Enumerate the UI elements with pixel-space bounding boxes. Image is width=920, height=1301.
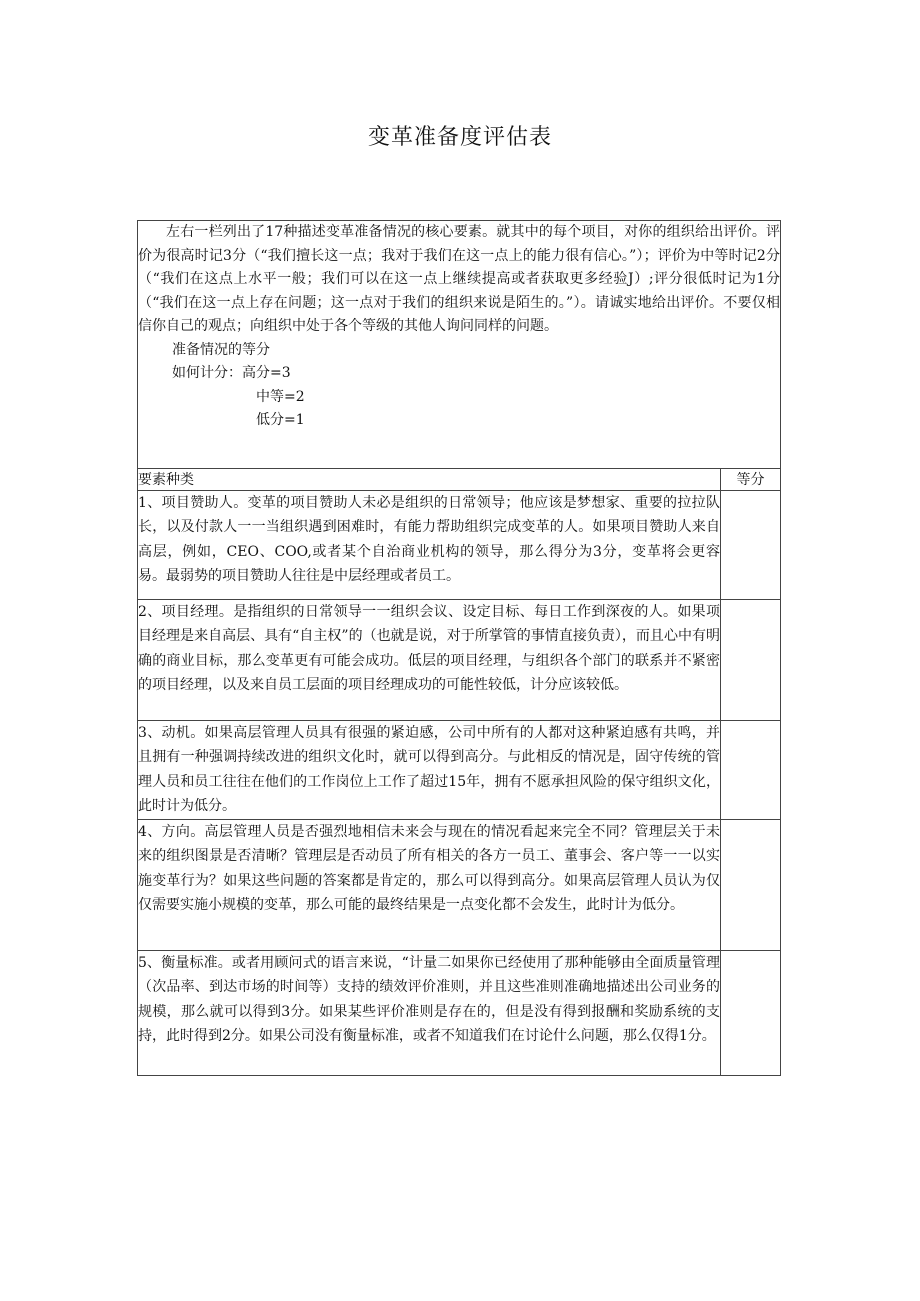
header-row [138, 469, 781, 491]
score-cell[interactable] [721, 951, 781, 1076]
table-row [138, 820, 781, 951]
intro-cell [138, 221, 781, 469]
score-cell[interactable] [721, 721, 781, 820]
score-cell[interactable] [721, 820, 781, 951]
score-cell[interactable] [721, 491, 781, 600]
factor-text: 3、动机。如果高层管理人员具有很强的紧迫感，公司中所有的人都对这种紧迫感有共鸣，并且拥有一种强调持续改进的组织文化时，就可以得到高分。与此相反的情况是，固守传统的管理人员和员工往往在他们的工作岗位上工作了超过15年，拥有不愿承担风险的保守组织文化，此时计为低分。 [138, 721, 721, 820]
factor-text: 5、衡量标准。或者用顾问式的语言来说，“计量二如果你已经使用了那种能够由全面质量管理（次品率、到达市场的时间等）支持的绩效评价准则，并且这些准则准确地描述出公司业务的规模，那么就可以得到3分。如果某些评价准则是存在的，但是没有得到报酬和奖励系统的支持，此时得到2分。如果公司没有衡量标准，或者不知道我们在讨论什么问题，那么仅得1分。 [138, 951, 721, 1076]
table-row [138, 600, 781, 721]
factor-text: 2、项目经理。是指组织的日常领导一一组织会议、设定目标、每日工作到深夜的人。如果项目经理是来自高层、具有“自主权”的（也就是说，对于所掌管的事情直接负责），而且心中有明确的商业目标，那么变革更有可能会成功。低层的项目经理，与组织各个部门的联系并不紧密的项目经理，以及来自员工层面的项目经理成功的可能性较低，计分应该较低。 [138, 600, 721, 721]
scoring-label: 如何计分：高分=3 [172, 365, 291, 381]
table-row [138, 491, 781, 600]
table-row [138, 721, 781, 820]
assessment-table [137, 220, 781, 1076]
factor-text: 1、项目赞助人。变革的项目赞助人未必是组织的日常领导；他应该是梦想家、重要的拉拉队长，以及付款人一一当组织遇到困难时，有能力帮助组织完成变革的人。如果项目赞助人来自高层，例如，CEO、COO,或者某个自治商业机构的领导，那么得分为3分，变革将会更容易。最弱势的项目赞助人往往是中层经理或者员工。 [138, 491, 721, 600]
page-title: 变革准备度评估表 [367, 125, 552, 150]
score-cell[interactable] [721, 600, 781, 721]
table-row [138, 951, 781, 1076]
header-factor-type: 要素种类 [138, 469, 721, 491]
readiness-label: 准备情况的等分 [172, 341, 270, 358]
intro-row [138, 221, 781, 469]
intro-paragraph: 左右一栏列出了17种描述变革准备情况的核心要素。就其中的每个项目，对你的组织给出评价。评价为很高时记3分（“我们擅长这一点；我对于我们在这一点上的能力很有信心。”）；评价为中等时记2分（“我们在这点上水平一般；我们可以在这一点上继续提高或者获取更多经验J）;评分很低时记为1分（“我们在这一点上存在问题；这一点对于我们的组织来说是陌生的。”）。请诚实地给出评价。不要仅相信你自己的观点；向组织中处于各个等级的其他人询问同样的问题。 [138, 224, 781, 334]
factor-text: 4、方向。高层管理人员是否强烈地相信未来会与现在的情况看起来完全不同？管理层关于未来的组织图景是否清晰？管理层是否动员了所有相关的各方一员工、董事会、客户等一一以实施变革行为？如果这些问题的答案都是肯定的，那么可以得到高分。如果高层管理人员认为仅仅需要实施小规模的变革，那么可能的最终结果是一点变化都不会发生，此时计为低分。 [138, 820, 721, 951]
low-score-label: 低分=1 [256, 412, 305, 428]
header-score: 等分 [721, 469, 781, 491]
mid-score-label: 中等=2 [256, 388, 305, 405]
